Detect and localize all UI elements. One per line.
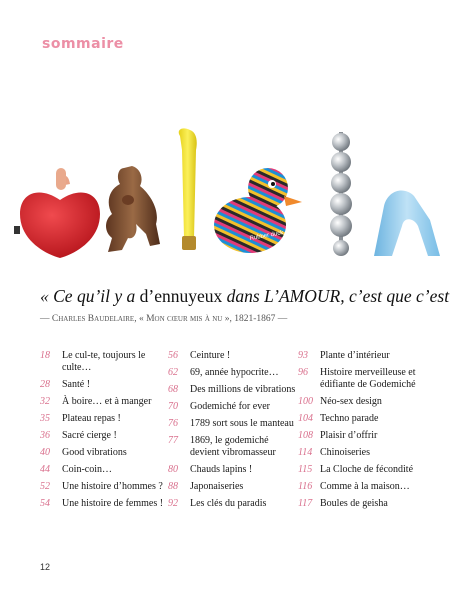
toc-entry[interactable] bbox=[168, 435, 298, 459]
toc-title: Boules de geisha bbox=[320, 498, 388, 509]
quote-part-1: « Ce qu’il y a bbox=[40, 286, 140, 306]
toc-page-number: 117 bbox=[298, 498, 313, 509]
toc-column-2 bbox=[168, 350, 298, 515]
toc-title: Néo-sex design bbox=[320, 396, 382, 407]
toc-page-number: 68 bbox=[168, 384, 178, 395]
toc-entry[interactable] bbox=[168, 481, 298, 493]
toc-page-number: 114 bbox=[298, 447, 313, 458]
toc-title: 1789 sort sous le manteau bbox=[190, 418, 294, 429]
toc-entry[interactable] bbox=[40, 481, 170, 493]
toc-entry[interactable] bbox=[298, 396, 438, 408]
toc-page-number: 80 bbox=[168, 464, 178, 475]
toc-entry[interactable] bbox=[168, 498, 298, 510]
section-heading: sommaire bbox=[42, 36, 124, 52]
toc-title: Good vibrations bbox=[62, 447, 127, 458]
toc-entry[interactable] bbox=[298, 430, 438, 442]
quote-part-2: d’ennuyeux bbox=[139, 286, 223, 306]
toc-page-number: 92 bbox=[168, 498, 178, 509]
toc-entry[interactable] bbox=[168, 418, 298, 430]
toc-entry[interactable] bbox=[40, 379, 170, 391]
toc-entry[interactable] bbox=[168, 401, 298, 413]
toc-title: Des millions de vibrations bbox=[190, 384, 296, 395]
toc-title: Japonaiseries bbox=[190, 481, 244, 492]
toc-page-number: 93 bbox=[298, 350, 308, 361]
attribution-dates: 1821-1867 — bbox=[234, 314, 288, 324]
toc-entry[interactable] bbox=[298, 367, 438, 391]
toc-title: Plante d’intérieur bbox=[320, 350, 390, 361]
toc-title: 1869, le godemiché devient vibromasseur bbox=[190, 435, 276, 458]
toc-title: Techno parade bbox=[320, 413, 379, 424]
toc-title: Godemiché for ever bbox=[190, 401, 270, 412]
toc-page-number: 56 bbox=[168, 350, 178, 361]
toc-title: Chauds lapins ! bbox=[190, 464, 253, 475]
toc-title: Le cul-te, toujours le culte… bbox=[62, 350, 146, 373]
toc-entry[interactable] bbox=[298, 350, 438, 362]
toc-page-number: 44 bbox=[40, 464, 50, 475]
quote-attribution bbox=[40, 314, 460, 324]
attribution-work: , « Mon cœur mis à nu », bbox=[134, 314, 235, 324]
toc-column-1 bbox=[40, 350, 170, 515]
toc-title: Une histoire d’hommes ? bbox=[62, 481, 163, 492]
toc-page-number: 35 bbox=[40, 413, 50, 424]
toc-page-number: 28 bbox=[40, 379, 50, 390]
toc-entry[interactable] bbox=[40, 350, 170, 374]
toc-page-number: 54 bbox=[40, 498, 50, 509]
toc-title: Une histoire de femmes ! bbox=[62, 498, 164, 509]
toc-page-number: 76 bbox=[168, 418, 178, 429]
toc-entry[interactable] bbox=[298, 498, 438, 510]
toc-page-number: 62 bbox=[168, 367, 178, 378]
toc-title: Santé ! bbox=[62, 379, 91, 390]
toc-page-number: 96 bbox=[298, 367, 308, 378]
toc-entry[interactable] bbox=[168, 367, 298, 379]
toc-page-number: 115 bbox=[298, 464, 313, 475]
toc-title: 69, année hypocrite… bbox=[190, 367, 279, 378]
quote bbox=[40, 286, 460, 307]
toc-title: Sacré cierge ! bbox=[62, 430, 117, 441]
toc-entry[interactable] bbox=[298, 447, 438, 459]
toc-title: À boire… et à manger bbox=[62, 396, 152, 407]
toc-entry[interactable] bbox=[40, 447, 170, 459]
objects-row bbox=[0, 0, 465, 270]
toc-title: La Cloche de fécondité bbox=[320, 464, 414, 475]
toc-entry[interactable] bbox=[298, 481, 438, 493]
quote-part-3: dans L’AMOUR, c’est que c’est bbox=[222, 286, 450, 306]
toc-entry[interactable] bbox=[40, 498, 170, 510]
rubber-duck-icon bbox=[214, 168, 302, 253]
toc-title: Plateau repas ! bbox=[62, 413, 121, 424]
toc-entry[interactable] bbox=[168, 350, 298, 362]
toc-entry[interactable] bbox=[40, 396, 170, 408]
toc-page-number: 18 bbox=[40, 350, 50, 361]
toc-page-number: 108 bbox=[298, 430, 313, 441]
attribution-dash: — bbox=[40, 314, 52, 324]
toc-page-number: 40 bbox=[40, 447, 50, 458]
toc-page-number: 104 bbox=[298, 413, 313, 424]
toc-page-number: 70 bbox=[168, 401, 178, 412]
toc-page-number: 100 bbox=[298, 396, 313, 407]
yellow-vibrator-icon bbox=[179, 128, 197, 250]
toc-title: Les clés du paradis bbox=[190, 498, 267, 509]
toc-page-number: 77 bbox=[168, 435, 178, 446]
toc-entry[interactable] bbox=[168, 384, 298, 396]
toc-title: Comme à la maison… bbox=[320, 481, 410, 492]
toc-page-number: 88 bbox=[168, 481, 178, 492]
page-number: 12 bbox=[40, 562, 51, 572]
beads-icon bbox=[330, 132, 352, 256]
toc-title: Chinoiseries bbox=[320, 447, 370, 458]
toc-entry[interactable] bbox=[40, 413, 170, 425]
toc-title: Coin-coin… bbox=[62, 464, 112, 475]
attribution-author: Charles Baudelaire bbox=[51, 314, 135, 324]
toc-title: Plaisir d’offrir bbox=[320, 430, 378, 441]
blue-arch-icon bbox=[374, 191, 440, 256]
figurine-icon bbox=[106, 166, 160, 252]
toc-page-number: 116 bbox=[298, 481, 313, 492]
toc-entry[interactable] bbox=[40, 430, 170, 442]
toc-title: Ceinture ! bbox=[190, 350, 231, 361]
toc-entry[interactable] bbox=[168, 464, 298, 476]
toc-title: Histoire merveilleuse et édifiante de Godemiché bbox=[320, 367, 416, 390]
toc-page-number: 52 bbox=[40, 481, 50, 492]
toc-entry[interactable] bbox=[298, 413, 438, 425]
toc-entry[interactable] bbox=[298, 464, 438, 476]
toc-page-number: 32 bbox=[40, 396, 50, 407]
heart-object-icon bbox=[14, 168, 100, 258]
toc-entry[interactable] bbox=[40, 464, 170, 476]
toc-column-3 bbox=[298, 350, 438, 515]
svg-text:Rubber duck: Rubber duck bbox=[249, 230, 284, 242]
toc-page-number: 36 bbox=[40, 430, 50, 441]
